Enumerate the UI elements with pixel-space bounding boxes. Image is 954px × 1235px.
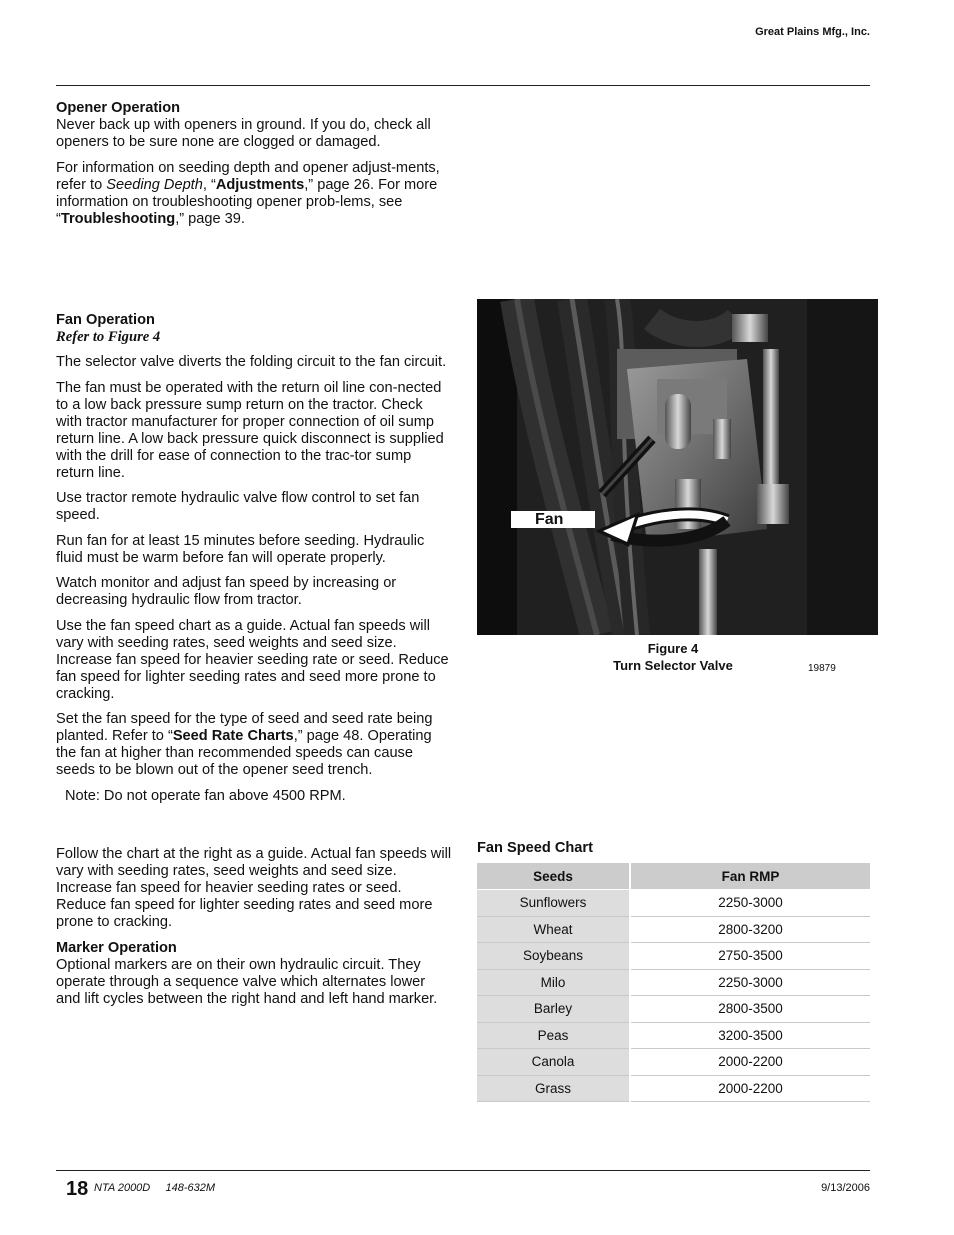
figure-photo <box>477 299 878 635</box>
table-row <box>477 1075 870 1102</box>
fan-paragraph-6: Use the fan speed chart as a guide. Actual fan speeds will vary with seeding rates, seed weights and seed size. Increase fan speed for heavier seeding rate or seed. Reduce fan speed for lighter seeding rates and seed more prone to cracking. <box>56 617 449 702</box>
fan-note: Note: Do not operate fan above 4500 RPM. <box>65 787 346 804</box>
fan-paragraph-1: The selector valve diverts the folding circuit to the fan circuit. <box>56 354 447 370</box>
fan-speed-table <box>477 863 870 1102</box>
fan-refer: Refer to Figure 4 <box>56 329 161 345</box>
opener-heading: Opener Operation <box>56 100 181 116</box>
rpm-cell: 2000-2200 <box>630 1075 870 1102</box>
text-run: ,” page 48. Operating the fan at higher than recommended speeds can cause seeds to be blown out of the opener seed trench. <box>56 728 432 778</box>
text-run: ,” page 39. <box>175 210 245 227</box>
seed-cell: Sunflowers <box>477 890 630 917</box>
column-header-fan-rmp: Fan RMP <box>630 863 870 890</box>
rpm-cell: 3200-3500 <box>630 1022 870 1049</box>
fan-paragraph-4: Run fan for at least 15 minutes before seeding. Hydraulic fluid must be warm before fan will operate properly. <box>56 532 425 566</box>
troubleshooting-ref: Troubleshooting <box>60 210 176 227</box>
text-run: , “ <box>202 176 216 193</box>
fan-paragraph-3: Use tractor remote hydraulic valve flow control to set fan speed. <box>56 490 420 523</box>
fan-label: Fan <box>535 511 564 528</box>
marker-paragraph-1: Optional markers are on their own hydraulic circuit. They operate through a sequence valve which alternates lower and lift cycles between the right hand and left hand marker. <box>56 956 438 1007</box>
opener-section <box>56 100 452 236</box>
text-run: ,” page 26. For more information on troubleshooting opener prob-lems, see “ <box>56 176 438 227</box>
company-name: Great Plains Mfg., Inc. <box>755 26 870 38</box>
opener-paragraph-2 <box>56 160 452 228</box>
rpm-cell: 2800-3200 <box>630 916 870 943</box>
table-row <box>477 916 870 943</box>
seed-cell: Grass <box>477 1075 630 1102</box>
fan-paragraph-7 <box>56 711 452 779</box>
document-id: NTA 2000D 148-632M <box>94 1182 216 1194</box>
rpm-cell: 2250-3000 <box>630 890 870 917</box>
marker-heading: Marker Operation <box>56 939 177 956</box>
seed-cell: Wheat <box>477 916 630 943</box>
header-rule <box>56 85 870 86</box>
rpm-cell: 2750-3500 <box>630 943 870 970</box>
table-row <box>477 943 870 970</box>
seed-cell: Barley <box>477 996 630 1023</box>
table-row <box>477 996 870 1023</box>
table-row <box>477 1049 870 1076</box>
fan-section-continued <box>56 846 452 1016</box>
seed-cell: Milo <box>477 969 630 996</box>
seed-rate-charts-ref: Seed Rate Charts <box>172 728 294 744</box>
hydraulic-valve-illustration <box>477 299 878 635</box>
table-row <box>477 1022 870 1049</box>
figure-caption-line-1: Figure 4 <box>647 641 699 656</box>
chart-title: Fan Speed Chart <box>477 840 593 856</box>
rpm-cell: 2000-2200 <box>630 1049 870 1076</box>
fan-paragraph-8: Follow the chart at the right as a guide. Actual fan speeds will vary with seeding rates, seed weights and seed size. Increase fan speed for heavier seeding rates or seed. Reduce fan speed for lighter seeding rates and seed more prone to cracking. <box>56 846 452 930</box>
column-header-seeds: Seeds <box>477 863 630 890</box>
page-number: 18 <box>66 1178 89 1200</box>
rpm-cell: 2250-3000 <box>630 969 870 996</box>
opener-paragraph-1: Never back up with openers in ground. If you do, check all openers to be sure none are clogged or damaged. <box>56 117 431 150</box>
document-date: 9/13/2006 <box>821 1182 870 1194</box>
figure-id: 19879 <box>808 663 836 674</box>
adjustments-ref: Adjustments <box>215 176 305 193</box>
seed-cell: Peas <box>477 1022 630 1049</box>
table-row <box>477 969 870 996</box>
figure-caption-line-2: Turn Selector Valve <box>613 658 733 673</box>
rpm-cell: 2800-3500 <box>630 996 870 1023</box>
text-run: Set the fan speed for the type of seed and seed rate being planted. Refer to “ <box>56 711 433 744</box>
text-run: For information on seeding depth and opener adjust-ments, refer to <box>56 159 440 193</box>
footer-rule <box>56 1170 870 1171</box>
seeding-depth-ref: Seeding Depth <box>106 176 203 193</box>
fan-section <box>56 312 452 813</box>
seed-cell: Canola <box>477 1049 630 1076</box>
table-row <box>477 890 870 917</box>
fan-heading: Fan Operation <box>56 312 155 328</box>
fan-paragraph-2: The fan must be operated with the return oil line con-nected to a low back pressure sump return on the tractor. Check with tractor manufacturer for proper connection of oil sump return line. A low back pressure quick disconnect is supplied with the drill for ease of connection to the trac-tor sump return line. <box>56 379 444 481</box>
fan-paragraph-5: Watch monitor and adjust fan speed by increasing or decreasing hydraulic flow from tractor. <box>56 575 397 608</box>
table-header-row <box>477 863 870 890</box>
seed-cell: Soybeans <box>477 943 630 970</box>
